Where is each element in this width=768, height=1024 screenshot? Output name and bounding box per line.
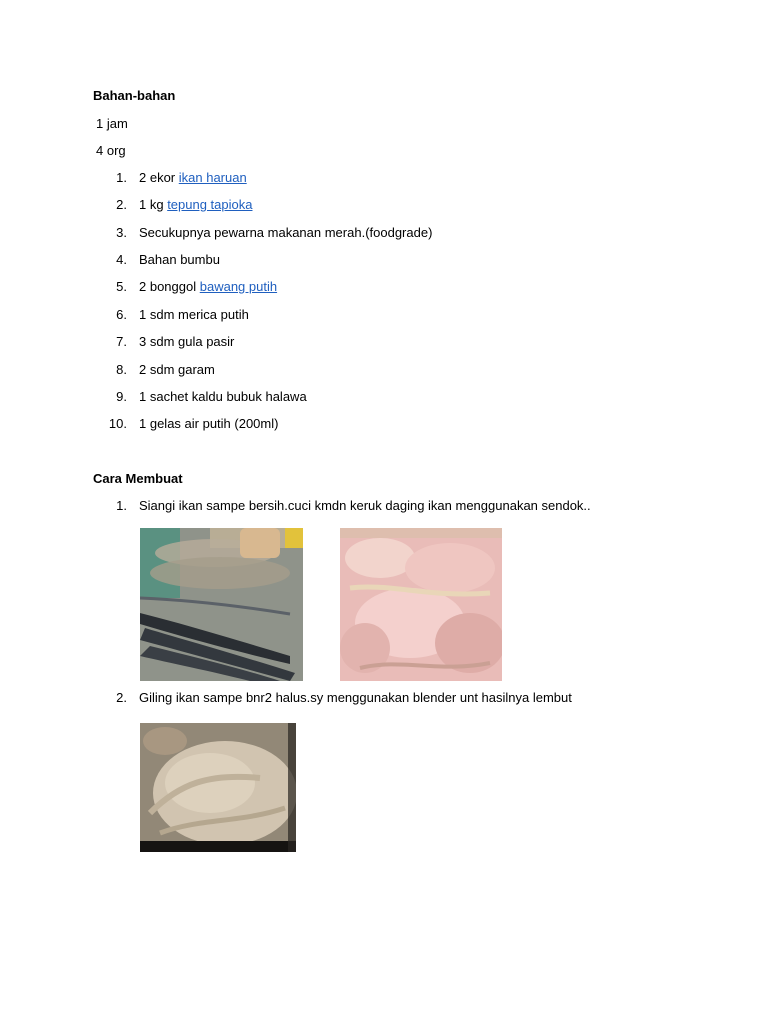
list-item	[0, 416, 768, 434]
list-text: 2 sdm garam	[139, 362, 215, 377]
servings-text: 4 org	[96, 143, 126, 158]
list-number: 3.	[116, 225, 127, 240]
list-number: 8.	[116, 362, 127, 377]
list-number: 5.	[116, 279, 127, 294]
ingredients-heading: Bahan-bahan	[93, 88, 176, 103]
ingredient-link-bawang-putih[interactable]: bawang putih	[199, 279, 278, 294]
list-text: 2 ekor	[139, 170, 179, 185]
list-text: Secukupnya pewarna makanan merah.(foodgrade)	[139, 225, 433, 240]
list-item	[0, 334, 768, 352]
list-item	[0, 225, 768, 243]
list-text: 1 gelas air putih (200ml)	[139, 416, 279, 431]
ingredient-link-tepung-tapioka[interactable]: tepung tapioka	[167, 197, 253, 212]
list-number: 9.	[116, 389, 127, 404]
list-item	[0, 362, 768, 380]
list-number: 2.	[116, 197, 127, 212]
list-number: 1.	[116, 170, 127, 185]
ingredient-link-ikan-haruan[interactable]: ikan haruan	[178, 170, 247, 185]
list-number: 7.	[116, 334, 127, 349]
step-text: Giling ikan sampe bnr2 halus.sy menggunakan blender unt hasilnya lembut	[139, 690, 572, 705]
step-number: 2.	[116, 690, 127, 705]
photo-fish-cleaning	[140, 528, 303, 681]
step-item	[0, 498, 768, 516]
list-item	[0, 252, 768, 270]
list-item	[0, 307, 768, 325]
list-text: 1 sachet kaldu bubuk halawa	[139, 389, 307, 404]
list-number: 10.	[108, 416, 127, 431]
list-item	[0, 279, 768, 297]
list-text: 3 sdm gula pasir	[139, 334, 235, 349]
step-item	[0, 690, 768, 708]
step-number: 1.	[116, 498, 127, 513]
list-item	[0, 389, 768, 407]
duration-text: 1 jam	[96, 116, 128, 131]
list-text: 1 kg	[139, 197, 168, 212]
list-item	[0, 170, 768, 188]
list-text: Bahan bumbu	[139, 252, 220, 267]
list-number: 6.	[116, 307, 127, 322]
step-text: Siangi ikan sampe bersih.cuci kmdn keruk daging ikan menggunakan sendok..	[139, 498, 591, 513]
list-text: 1 sdm merica putih	[139, 307, 249, 322]
list-text: 2 bonggol	[139, 279, 200, 294]
photo-fish-flesh	[340, 528, 502, 681]
list-item	[0, 197, 768, 215]
steps-heading: Cara Membuat	[93, 471, 183, 486]
list-number: 4.	[116, 252, 127, 267]
photo-fish-paste	[140, 723, 296, 852]
